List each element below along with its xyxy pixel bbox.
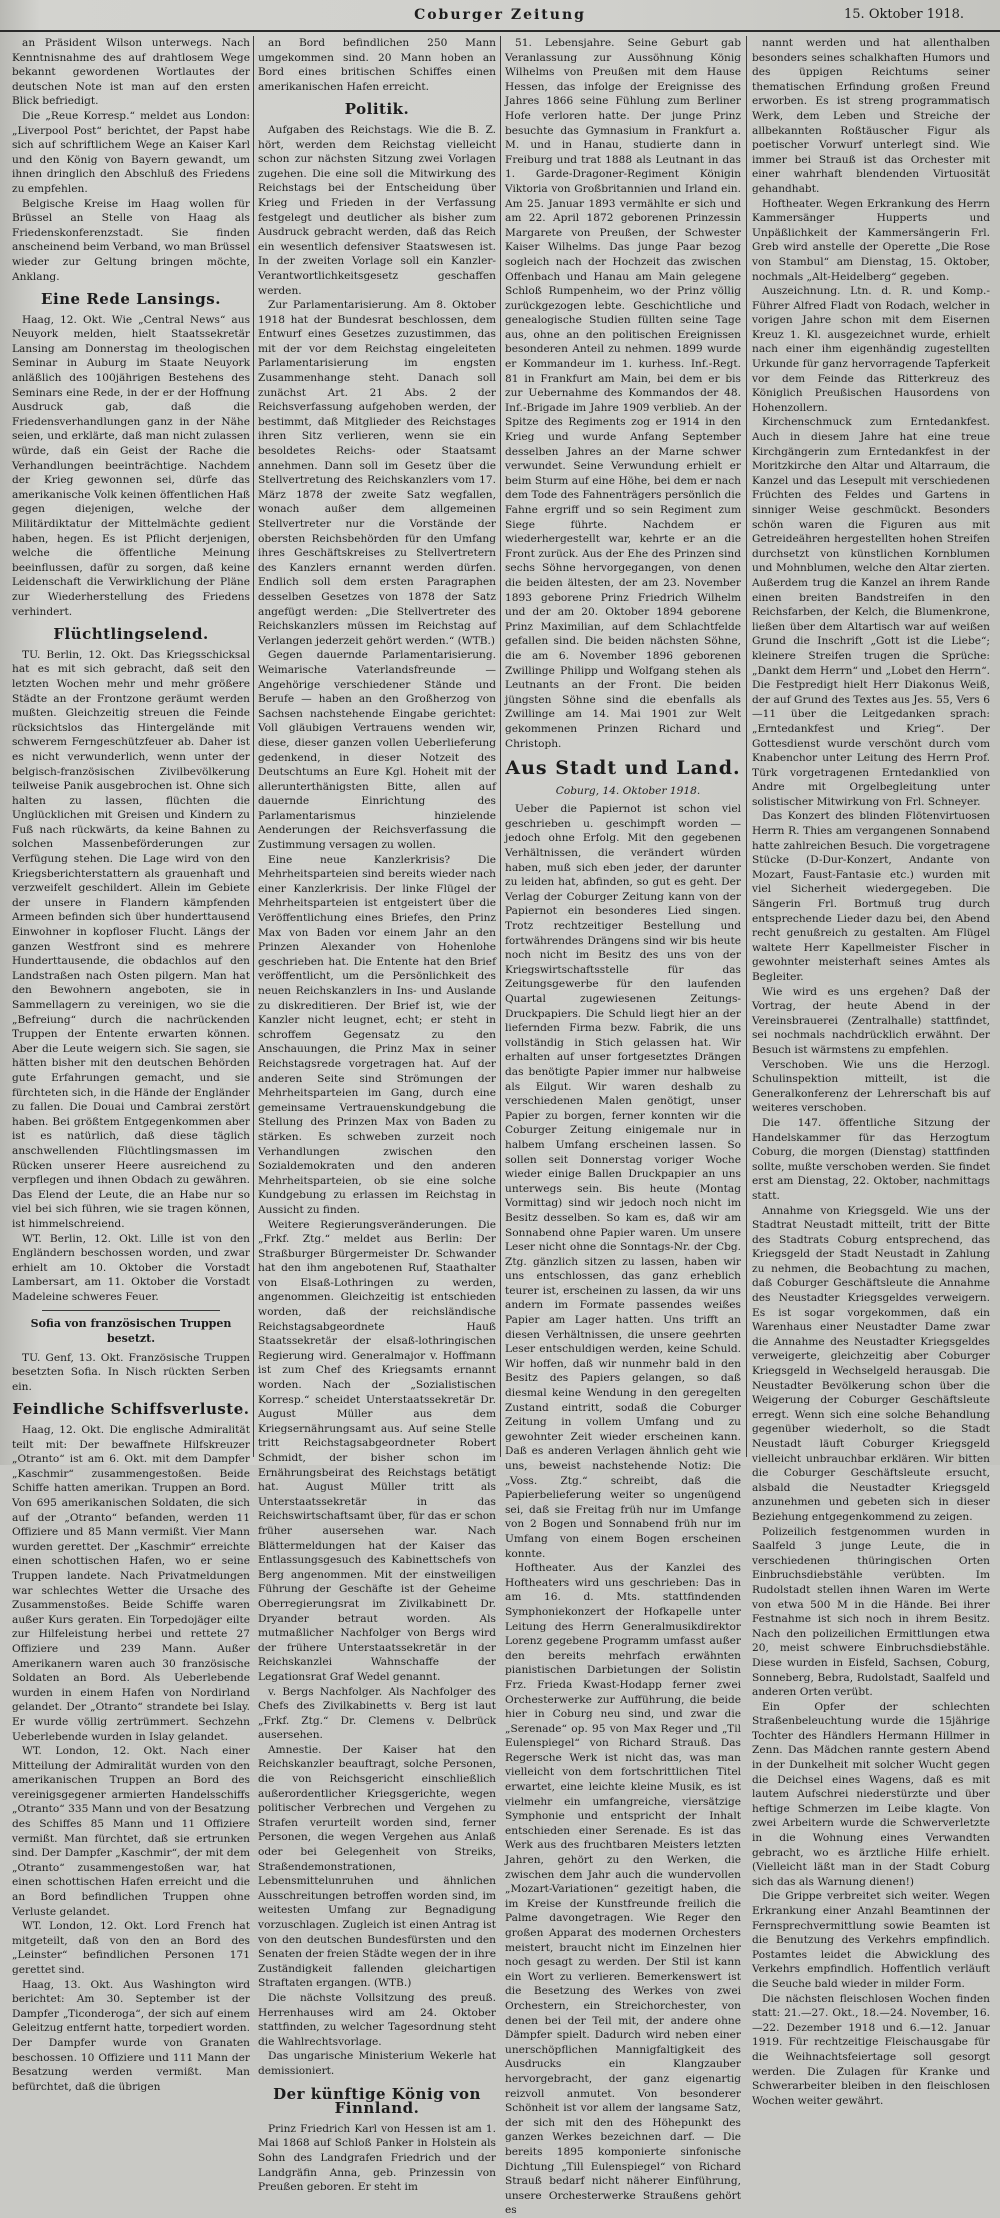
article-paragraph: Eine neue Kanzlerkrisis? Die Mehrheitsparteien sind bereits wieder nach einer Kanzlerkrisis. Der linke Flügel der Mehrheitsparteien ist entgeistert über die Veröffentlichung eines Briefes, den Prinz Max von Baden vor einem Jahr an den Prinzen Alexander von Hohenlohe geschrieben hat. Die Entente hat den Brief veröffentlicht, um die Persönlichkeit des neuen Reichskanzlers in Ins- und Auslande zu diskreditieren. Der Brief ist, wie der Kanzler nicht leugnet, echt; er steht in schroffem Gegensatz zu den Anschauungen, die Prinz Max in seiner Reichstagsrede vorgetragen hat. Auf der anderen Seite sind Strömungen der Mehrheitsparteien im Gang, durch eine gemeinsame Vertrauenskundgebung die Stellung des Prinzen Max von Baden zu stärken. Es schweben zurzeit noch Verhandlungen zwischen den Sozialdemokraten und den anderen Mehrheitsparteien, ob sie eine solche Kundgebung zu erlassen im Reichstag in Aussicht zu finden.: [258, 853, 496, 1216]
article-paragraph: Prinz Friedrich Karl von Hessen ist am 1. Mai 1868 auf Schloß Panker in Holstein als Sohn des Landgrafen Friedrich und der Landgräfin Anna, geb. Prinzessin von Preußen geboren. Er steht im: [258, 2122, 496, 2194]
article-paragraph: Die nächste Vollsitzung des preuß. Herrenhauses wird am 24. Oktober stattfinden, zu welcher Tagesordnung steht die Wahlrechtsvorlage.: [258, 1991, 496, 2048]
article-paragraph: Die 147. öffentliche Sitzung der Handelskammer für das Herzogtum Coburg, die morgen (Dienstag) stattfinden sollte, mußte verschoben werden. Sie findet erst am Dienstag, 22. Oktober, nachmittags statt.: [752, 1116, 990, 1202]
dateline: Coburg, 14. Oktober 1918.: [555, 784, 701, 797]
article-paragraph: nannt werden und hat allenthalben besonders seines schalkhaften Humors und des üppigen Reichtums seiner thematischen Erfindung großen Freund erworben. Es ist streng programmatisch Werk, dem Leben und Streiche der allbekannten Roßtäuscher Figur als poetischer Vorwurf unterlegt sind. Wie immer bei Strauß ist das Orchester mit einer wahrhaft blendenden Virtuosität gehandhabt.: [752, 37, 990, 195]
column-divider: [253, 36, 254, 1457]
section-heading: Feindliche Schiffsverluste.: [12, 1400, 250, 1419]
article-paragraph: Verschoben. Wie uns die Herzogl. Schulinspektion mitteilt, ist die Generalkonferenz der Lehrerschaft bis auf weiteres verschoben.: [752, 1058, 990, 1115]
section-heading: Politik.: [344, 100, 410, 119]
article-paragraph: TU. Berlin, 12. Okt. Das Kriegsschicksal hat es mit sich gebracht, daß seit den letzten Wochen mehr und mehr größere Städte an der Frontzone geräumt werden mußten. Gleichzeitig streuen die Feinde rücksichtslos das Hintergelände mit schwerem Ferngeschützfeuer ab. Daher ist es nicht verwunderlich, wenn unter der belgisch-französischen Zivilbevölkerung teilweise Panik ausgebrochen ist. Ohne sich halten zu lassen, flüchten die Unglücklichen mit Greisen und Kindern zu Fuß nach rückwärts, da keine Bahnen zu solchen Massenbeförderungen zur Verfügung stehen. Die Lage wird von den Kriegsberichterstattern als grauenhaft und verzweifelt geschildert. Allein im Gebiete der unsere in Flandern kämpfenden Armeen befinden sich über hunderttausend Einwohner in kopfloser Flucht. Längs der ganzen Westfront sind es mehrere Hunderttausende, die obdachlos auf den Landstraßen nach Osten pilgern. Man hat den Bewohnern angeboten, sie in Sammellagern zu vereinigen, wo sie die „Befreiung“ durch die nachrückenden Truppen der Entente erwarten können. Aber die Leute weigern sich. Sie sagen, sie hätten bisher mit den deutschen Behörden gute Erfahrungen gemacht, und sie fürchteten sich, in die Hände der Engländer zu fallen. Die Douai und Cambrai zerstört haben. Bei größtem Entgegenkommen aber ist es natürlich, daß diese täglich anschwellenden Flüchtlingsmassen im Rücken unserer Heere ausreichend zu verpflegen und ihnen Obdach zu gewähren. Das Elend der Leute, die an Habe nur so viel bei sich führen, wie sie tragen können, ist himmelschreiend.: [12, 648, 250, 1230]
section-heading: Aus Stadt und Land.: [505, 757, 741, 780]
section-heading: Der künftige König von Finnland.: [273, 2084, 481, 2118]
article-paragraph: Das Konzert des blinden Flötenvirtuosen Herrn R. Thies am vergangenen Sonnabend hatte zahlreichen Besuch. Die vorgetragene Stücke (D-Dur-Konzert, Andante von Mozart, Faust-Fantasie etc.) wurden mit viel Sicherheit wiedergegeben. Die Sängerin Frl. Bortmuß trug durch entsprechende Lieder dazu bei, den Abend recht genußreich zu gestalten. Am Flügel waltete Herr Kapellmeister Fischer in gewohnter meisterhaft seines Amtes als Begleiter.: [752, 810, 990, 983]
issue-date: 15. Oktober 1918.: [844, 7, 964, 22]
article-paragraph: Haag, 13. Okt. Aus Washington wird berichtet: Am 30. September ist der Dampfer „Ticonderoga“, der sich auf einem Geleitzug entfernt hatte, torpediert worden. Der Dampfer wurde von Granaten beschossen. 10 Offiziere und 111 Mann der Besatzung werden vermißt. Man befürchtet, daß die übrigen: [12, 1978, 250, 2093]
article-paragraph: Haag, 12. Okt. Wie „Central News“ aus Neuyork melden, hielt Staatssekretär Lansing am Donnerstag im theologischen Seminar in Auburg im Staate Neuyork anläßlich des 100jährigen Bestehens des Seminars eine Rede, in der er der Hoffnung Ausdruck gab, daß die Friedensverhandlungen ganz in der Nähe seien, und erklärte, daß man nicht zulassen würde, daß ein Geist der Rache die Verhandlungen beeinträchtige. Nachdem der Krieg gewonnen sei, dürfe das amerikanische Volk keinen öffentlichen Haß gegen diejenigen, welche der Militärdiktatur der Mittelmächte gedient haben, hegen. Es ist Pflicht derjenigen, welche die öffentliche Meinung beeinflussen, dafür zu sorgen, daß keine Leidenschaft die Verwirklichung der Pläne zur Wiederherstellung des Friedens verhindert.: [12, 313, 250, 618]
article-paragraph: Hoftheater. Wegen Erkrankung des Herrn Kammersänger Hupperts und Unpäßlichkeit der Kammersängerin Frl. Greb wird anstelle der Operette „Die Rose von Stambul“ am Dienstag, 15. Oktober, nochmals „Alt-Heidelberg“ gegeben.: [752, 197, 990, 283]
column-4: [752, 36, 990, 2107]
article-paragraph: Weitere Regierungsveränderungen. Die „Frkf. Ztg.“ meldet aus Berlin: Der Straßburger Bürgermeister Dr. Schwander hat den ihm angebotenen Ruf, Staathalter von Elsaß-Lothringen zu werden, angenommen. Gleichzeitig ist entschieden worden, daß der reichsländische Reichstagsabgeordnete Hauß Staatssekretär der elsaß-lothringischen Regierung wird. Generalmajor v. Hoffmann ist zum Chef des Kriegsamts ernannt worden. Nach der „Sozialistischen Korresp.“ scheidet Unterstaatssekretär Dr. August Müller aus dem Kriegsernährungsamt aus. Auf seine Stelle tritt Reichstagsabgeordneter Robert Schmidt, der bisher schon im Ernährungsbeirat des Reichstags betätigt hat. August Müller tritt als Unterstaatssekretär in das Reichswirtschaftsamt über, für das er schon früher ausersehen war. Nach Blättermeldungen hat der Kaiser das Entlassungsgesuch des Kabinettschefs von Berg angenommen. Mit der einstweiligen Führung der Geschäfte ist der Geheime Oberregierungsrat im Zivilkabinett Dr. Dryander betraut worden. Als mutmaßlicher Nachfolger von Bergs wird der frühere Unterstaatssekretär in der Reichskanzlei Wahnschaffe der Legationsrat Graf Wedel genannt.: [258, 1218, 496, 1683]
article-paragraph: Ueber die Papiernot ist schon viel geschrieben u. geschimpft worden — jedoch ohne Erfolg. Mit den gegebenen Verhältnissen, die verändert würden haben, muß sich eben jeder, der darunter zu leiden hat, abfinden, so gut es geht. Der Verlag der Coburger Zeitung kann von der Papiernot ein besonderes Lied singen. Trotz rechtzeitiger Bestellung und fortwährendes Drängens sind wir bis heute noch nicht im Besitz des uns von der Kriegswirtschaftsstelle für das Zeitungsgewerbe für den laufenden Quartal zugewiesenen Zeitungs-Druckpapiers. Die Schuld liegt hier an der liefernden Firma bezw. Fabrik, die uns vollständig in Stich gelassen hat. Wir erhalten auf unser fortgesetztes Drängen das benötigte Papier immer nur halbweise als Eilgut. Wir waren deshalb zu verschiedenen Malen genötigt, unser Papier zu borgen, ferner konnten wir die Coburger Zeitung einigemale nur in halbem Umfang erscheinen lassen. So sollen seit Donnerstag voriger Woche wieder einige Ballen Druckpapier an uns unterwegs sein. Bis heute (Montag Vormittag) sind wir jedoch noch nicht im Besitz desselben. So kam es, daß wir am Sonnabend ohne Papier waren. Um unsere Leser nicht ohne die Sonntags-Nr. der Cbg. Ztg. gänzlich sitzen zu lassen, haben wir uns entschlossen, das ganz erheblich teurer ist, erscheinen zu lassen, da wir uns andern im Formate passendes weißes Papier am Lager hatten. Uns trifft an diesen Verhältnissen, die unsere geehrten Leser entschuldigen werden, keine Schuld. Wir hoffen, daß wir nunmehr bald in den Besitz des Papiers gelangen, so daß diesmal keine Wendung in den geregelten Zustand eintritt, sodaß die Coburger Zeitung in vollem Umfang und zu gewohnter Zeit wieder erscheinen kann. Daß es anderen Verlagen ähnlich geht wie uns, beweist nachstehende Notiz: Die „Voss. Ztg.“ schreibt, daß die Papierbelieferung weiter so ungenügend sei, daß sie Freitag früh nur im Umfange von 2 Bogen und Sonnabend früh nur im Umfang von einem Bogen erscheinen konnte.: [505, 803, 741, 1560]
article-paragraph: Ein Opfer der schlechten Straßenbeleuchtung wurde die 15jährige Tochter des Händlers Hermann Hillmer in Zenn. Das Mädchen rannte gestern Abend in der Dunkelheit mit solcher Wucht gegen die Deichsel eines Wagens, daß es mit lautem Aufschrei niederstürzte und über heftige Schmerzen im Leibe klagte. Von zwei Arbeitern wurde die Schwerverletzte in die Wohnung eines Verwandten gebracht, wo es ärztliche Hilfe erhielt. (Vielleicht läßt man in der Stadt Coburg sich das als Warnung dienen!): [752, 1700, 990, 1888]
column-divider: [500, 36, 501, 1457]
article-paragraph: Annahme von Kriegsgeld. Wie uns der Stadtrat Neustadt mitteilt, tritt der Bitte des Stadtrats Coburg entsprechend, das Kriegsgeld der Stadt Neustadt in Zahlung zu nehmen, die Beobachtung zu machen, daß Coburger Geschäftsleute die Annahme des Neustadter Kriegsgeldes verweigern. Es ist sogar vorgekommen, daß ein Warenhaus einer Neustadter Dame zwar die Annahme des Neustadter Kriegsgeldes verweigerte, gleichzeitig aber Coburger Kriegsgeld in Wechselgeld herausgab. Die Neustadter Bevölkerung schon über die Weigerung der Coburger Geschäftsleute erregt. Wenn sich eine solche Behandlung gegenüber wiederholt, so die Stadt Neustadt läuft Coburger Kriegsgeld vielleicht unbrauchbar erklären. Wir bitten die Coburger Geschäftsleute ersucht, alsbald die Neustadter Kriegsgeld anzunehmen und gebeten sich in dieser Beziehung entgegenkommend zu zeigen.: [752, 1204, 990, 1523]
column-1: [12, 36, 250, 2093]
section-divider: [42, 1310, 220, 1311]
article-paragraph: Auszeichnung. Ltn. d. R. und Komp.-Führer Alfred Fladt von Rodach, welcher in vorigen Jahre schon mit dem Eisernen Kreuz 1. Kl. ausgezeichnet wurde, erhielt nach einer ihm eigenhändig zugestellten Urkunde für ganz hervorragende Tapferkeit vor dem Feinde das Ritterkreuz des Königlich Preußischen Hausordens von Hohenzollern.: [752, 285, 990, 414]
article-paragraph: Die „Reue Korresp.“ meldet aus London: „Liverpool Post“ berichtet, der Papst habe sich auf schriftlichem Wege an Kaiser Karl und den König von Bayern gewandt, um ihnen dringlich den Abschluß des Friedens zu empfehlen.: [12, 109, 250, 195]
article-paragraph: Kirchenschmuck zum Erntedankfest. Auch in diesem Jahre hat eine treue Kirchgängerin zum Erntedankfest in der Moritzkirche den Altar und Altarraum, die Kanzel und das Lesepult mit verschiedenen Früchten des Feldes und Gartens in sinniger Weise geschmückt. Besonders schön waren die Figuren aus mit Getreideähren hergestellten hohen Streifen durchsetzt von künstlichen Kornblumen und Mohnblumen, welche den Altar zierten. Außerdem trug die Kanzel an ihrem Rande einen breiten Bandstreifen in den Reichsfarben, der Kelch, die Blumenkrone, ließen über dem Altartisch war auf weißen Grund die Inschrift „Gott ist die Liebe“; kleinere Streifen trugen die Sprüche: „Dankt dem Herrn“ und „Lobet den Herrn“. Die Festpredigt hielt Herr Diakonus Weiß, der auf Grund des Textes aus Jes. 55, Vers 6—11 über die Leitgedanken sprach: „Erntedankfest und Krieg“. Der Gottesdienst wurde verschönt durch vom Knabenchor unter Leitung des Herrn Prof. Türk vorgetragenen Erntedanklied von Andre mit Orgelbegleitung unter solistischer Mitwirkung von Frl. Schneyer.: [752, 416, 990, 808]
article-paragraph: Hoftheater. Aus der Kanzlei des Hoftheaters wird uns geschrieben: Das in am 16. d. Mts. stattfindenden Symphoniekonzert der Hofkapelle unter Leitung des Herrn Generalmusikdirektor Lorenz gegebene Programm umfasst außer den bereits mehrfach erwähnten pianistischen Darbietungen der Solistin Frz. Frieda Kwast-Hodapp ferner zwei Orchesterwerke zur Aufführung, die beide hier in Coburg neu sind, und zwar die „Serenade“ op. 95 von Max Reger und „Til Eulenspiegel“ von Richard Strauß. Das Regersche Werk ist nicht das, was man vielleicht von dem fortschrittlichen Titel erwartet, eine leichte kleine Musik, es ist vielmehr ein umfangreiche, viersätzige Symphonie und entspricht der Inhalt entschieden einer Serenade. Es ist das Werk aus des fruchtbaren Meisters letzten Jahren, gehört zu den Werken, die zwischen dem Jahr auch die wundervollen „Mozart-Variationen“ gezeitigt haben, die im Kreise der Kunstfreunde freilich die Palme davongetragen. Wie Reger den großen Apparat des modernen Orchesters meistert, braucht nicht im Einzelnen hier noch gesagt zu werden. Der Stil ist kann ein Wort zu verlieren. Bemerkenswert ist die Besetzung des Werkes von zwei Orchestern, ein Streichorchester, von denen bei der Teil mit, der andere ohne Dämpfer spielt. Dadurch wird neben einer unerschöpflichen Mannigfaltigkeit des Ausdrucks ein Klangzauber hervorgebracht, der ganz eigenartig reizvoll anmutet. Von besonderer Schönheit ist vor allem der langsame Satz, der sich mit den des Höhepunkt des ganzen Werkes bezeichnen darf. — Die bereits 1895 komponierte sinfonische Dichtung „Till Eulenspiegel“ von Richard Strauß bedarf nicht näherer Einführung, unsere Orchesterwerke Straußens gehört es: [505, 1562, 741, 2217]
article-paragraph: Die Grippe verbreitet sich weiter. Wegen Erkrankung einer Anzahl Beamtinnen der Fernsprechvermittlung sowie Beamten ist die Benutzung des Verkehrs empfindlich. Postamtes leidet die Abwicklung des Verkehrs empfindlich. Hoffentlich verläuft die Seuche bald wieder in milder Form.: [752, 1890, 990, 1990]
article-paragraph: TU. Genf, 13. Okt. Französische Truppen besetzten Sofia. In Nisch rückten Serben ein.: [12, 1351, 250, 1393]
article-paragraph: Zur Parlamentarisierung. Am 8. Oktober 1918 hat der Bundesrat beschlossen, dem Entwurf eines Gesetzes zuzustimmen, das mit der vor dem Reichstag eingeleiteten Parlamentarisierung im engsten Zusammenhange steht. Danach soll zunächst Art. 21 Abs. 2 der Reichsverfassung aufgehoben werden, der bestimmt, daß Mitglieder des Reichstages ihren Sitz verlieren, wenn sie ein besoldetes Reichs- oder Staatsamt annehmen. Dann soll im Gesetz über die Stellvertretung des Reichskanzlers vom 17. März 1878 der zweite Satz wegfallen, wonach außer dem allgemeinen Stellvertreter nur die Vorstände der obersten Reichsbehörden für den Umfang ihres Geschäftskreises zu Stellvertretern des Kanzlers ernannt werden dürfen. Endlich soll dem ersten Paragraphen desselben Gesetzes von 1878 der Satz angefügt werden: „Die Stellvertreter des Reichskanzlers müssen im Reichstag auf Verlangen jederzeit gehört werden.“ (WTB.): [258, 299, 496, 647]
article-paragraph: an Präsident Wilson unterwegs. Nach Kenntnisnahme des auf drahtlosem Wege bekannt gewordenen Wortlautes der deutschen Note ist man auf den ersten Blick befriedigt.: [12, 37, 250, 108]
article-paragraph: an Bord befindlichen 250 Mann umgekommen sind. 20 Mann hoben an Bord eines britischen Schiffes einen amerikanischen Hafen erreicht.: [258, 37, 496, 93]
column-divider: [746, 36, 747, 1457]
article-paragraph: v. Bergs Nachfolger. Als Nachfolger des Chefs des Zivilkabinetts v. Berg ist laut „Frkf. Ztg.“ Dr. Clemens v. Delbrück ausersehen.: [258, 1685, 496, 1742]
newspaper-title: Coburger Zeitung: [414, 7, 586, 23]
article-paragraph: WT. Berlin, 12. Okt. Lille ist von den Engländern beschossen worden, und zwar erhielt am 10. Oktober die Vorstadt Lambersart, am 11. Oktober die Vorstadt Madeleine schweres Feuer.: [12, 1232, 250, 1303]
article-paragraph: Haag, 12. Okt. Die englische Admiralität teilt mit: Der bewaffnete Hilfskreuzer „Otranto“ ist am 6. Okt. mit dem Dampfer „Kaschmir“ zusammengestoßen. Beide Schiffe hatten amerikan. Truppen an Bord. Von 695 amerikanischen Soldaten, die sich auf der „Otranto“ befanden, werden 11 Offiziere und 85 Mann vermißt. Vier Mann wurden gerettet. Der „Kaschmir“ erreichte einen schottischen Hafen, wo er seine Truppen landete. Nach Privatmeldungen war schlechtes Wetter die Ursache des Zusammenstoßes. Beide Schiffe waren außer Kurs geraten. Ein Torpedojäger eilte zur Hilfeleistung herbei und rettete 27 Offiziere und 239 Mann. Außer Amerikanern waren auch 30 französische Soldaten an Bord. Als Ueberlebende wurden in einem Hafen von Nordirland gelandet. Der „Otranto“ strandete bei Islay. Er wurde völlig zertrümmert. Sechzehn Ueberlebende wurden in Islay gelandet.: [12, 1424, 250, 1743]
section-heading: Eine Rede Lansings.: [41, 290, 221, 309]
article-paragraph: Das ungarische Ministerium Wekerle hat demissioniert.: [258, 2050, 496, 2077]
article-paragraph: Wie wird es uns ergehen? Daß der Vortrag, der heute Abend in der Vereinsbrauerei (Zentralhalle) stattfindet, sei nochmals nachdrücklich erwähnt. Der Besuch ist wärmstens zu empfehlen.: [752, 985, 990, 1056]
article-paragraph: WT. London, 12. Okt. Lord French hat mitgeteilt, daß von den an Bord des „Leinster“ befindlichen Personen 171 gerettet sind.: [12, 1920, 250, 1976]
section-heading: Flüchtlingselend.: [53, 625, 209, 644]
article-paragraph: Polizeilich festgenommen wurden in Saalfeld 3 junge Leute, die in verschiedenen thüringischen Orten Einbruchsdiebstähle verübten. Im Rudolstadt stellen ihnen Waren im Werte von etwa 500 M in die Hände. Bei ihrer Festnahme ist sich noch in ihrem Besitz. Nach den polizeilichen Ermittlungen etwa 20, meist schwere Einbruchsdiebstähle. Diese wurden in Eisfeld, Sachsen, Coburg, Sonneberg, Bebra, Rudolstadt, Saalfeld und anderen Orten verübt.: [752, 1525, 990, 1699]
article-paragraph: Gegen dauernde Parlamentarisierung. Weimarische Vaterlandsfreunde — Angehörige verschiedener Stände und Berufe — haben an den Großherzog von Sachsen nachstehende Eingabe gerichtet: Voll gläubigen Vertrauens wenden wir, diese, dieser ganzen vollen Ueberlieferung gedenkend, in dieser Notzeit des Deutschtums an Eure Kgl. Hoheit mit der allerunterthänigsten Bitte, allen auf dauernde Einrichtung des Parlamentarismus hinzielende Aenderungen der Reichsverfassung die Zustimmung versagen zu wollen.: [258, 649, 496, 852]
article-paragraph: 51. Lebensjahre. Seine Geburt gab Veranlassung zur Aussöhnung König Wilhelms von Preußen mit dem Hause Hessen, das infolge der Ereignisse des Jahres 1866 seine Fühlung zum Berliner Hofe verloren hatte. Der junge Prinz besuchte das Gymnasium in Frankfurt a. M. und in Hanau, studierte dann in Freiburg und trat 1888 als Leutnant in das 1. Garde-Dragoner-Regiment Königin Viktoria von Großbritannien und Irland ein. Am 25. Januar 1893 vermählte er sich und am 22. April 1872 geborenen Prinzessin Margarete von Preußen, der Schwester Kaiser Wilhelms. Das junge Paar bezog sogleich nach der Hochzeit das zwischen Offenbach und Hanau am Main gelegene Schloß Rumpenheim, wo der Prinz völlig zurückgezogen lebte. Geschichtliche und genealogische Studien füllten seine Tage aus, ohne an den politischen Ereignissen besonderen Anteil zu nehmen. 1899 wurde er Kommandeur im 1. kurhess. Inf.-Regt. 81 in Frankfurt am Main, bei dem er bis zur Uebernahme des Kommandos der 48. Inf.-Brigade im Jahre 1909 verblieb. An der Spitze des Regiments zog er 1914 in den Krieg und wurde Anfang September desselben Jahres an der Marne schwer verwundet. Seine Verwundung erhielt er beim Sturm auf eine Höhe, bei dem er nach dem Tode des Fahnenträgers persönlich die Fahne ergriff und so sein Regiment zum Siege führte. Nachdem er wiederhergestellt war, kehrte er an die Front zurück. Aus der Ehe des Prinzen sind sechs Söhne hervorgegangen, von denen die beiden ältesten, der am 23. November 1893 geborene Prinz Friedrich Wilhelm und der am 20. Oktober 1894 geborene Prinz Maximilian, auf dem Schlachtfelde gefallen sind. Die beiden nächsten Söhne, die am 6. November 1896 geborenen Zwillinge Philipp und Wolfgang stehen als Leutnants an der Front. Die beiden jüngsten Söhne sind die ebenfalls als Zwillinge am 14. Mai 1901 zur Welt gekommenen Prinzen Richard und Christoph.: [505, 37, 741, 750]
article-paragraph: Belgische Kreise im Haag wollen für Brüssel an Stelle von Haag als Friedenskonferenzstadt. Sie finden anscheinend beim Verband, wo man Brüssel wieder zur Geltung bringen möchte, Anklang.: [12, 197, 250, 283]
column-2: [258, 36, 496, 2194]
article-paragraph: Die nächsten fleischlosen Wochen finden statt: 21.—27. Okt., 18.—24. November, 16.—22. Dezember 1918 und 6.—12. Januar 1919. Für rechtzeitige Fleischausgabe für die Weihnachtsfeiertage soll gesorgt werden. Die Zulagen für Kranke und Schwerarbeiter bleiben in den fleischlosen Wochen weiter gewährt.: [752, 1992, 990, 2107]
article-paragraph: Amnestie. Der Kaiser hat den Reichskanzler beauftragt, solche Personen, die von Reichsgericht einschließlich außerordentlicher Kriegsgerichte, wegen politischer Verbrechen und Vergehen zu Strafen verurteilt worden sind, ferner Personen, die wegen Vergehen aus Anlaß oder bei Gelegenheit von Streiks, Straßendemonstrationen, Lebensmittelunruhen und ähnlichen Ausschreitungen betroffen worden sind, im weitesten Umfang zur Begnadigung vorzuschlagen. Zugleich ist einen Antrag ist von den deutschen Bundesfürsten und den Senaten der freien Städte wegen der in ihre Zuständigkeit fallenden gleichartigen Straftaten ergangen. (WTB.): [258, 1743, 496, 1990]
column-3: [505, 36, 741, 2217]
subsection-heading: Sofia von französischen Truppen besetzt.: [30, 1317, 232, 1346]
article-paragraph: WT. London, 12. Okt. Nach einer Mitteilung der Admiralität wurden von den amerikanischen Truppen an Bord des vereinigsgegener armierten Handelsschiffs „Otranto“ 335 Mann und von der Besatzung des Schiffes 85 Mann und 11 Offiziere vermißt. Man fürchtet, daß sie ertrunken sind. Der Dampfer „Kaschmir“, der mit dem „Otranto“ zusammengestoßen war, hat einen schottischen Hafen erreicht und die an Bord befindlichen Truppen ohne Verluste gelandet.: [12, 1745, 250, 1918]
article-paragraph: Aufgaben des Reichstags. Wie die B. Z. hört, werden dem Reichstag vielleicht schon zur nächsten Sitzung zwei Vorlagen zugehen. Die eine soll die Mitwirkung des Reichstags bei der Entscheidung über Krieg und Frieden in der Verfassung festgelegt und deutlicher als bisher zum Ausdruck gebracht werden, daß das Reich ein wesentlich defensiver Staatswesen ist. In der zweiten Vorlage soll ein Kanzler-Verantwortlichkeitsgesetz geschaffen werden.: [258, 123, 496, 297]
masthead: [0, 0, 1000, 32]
